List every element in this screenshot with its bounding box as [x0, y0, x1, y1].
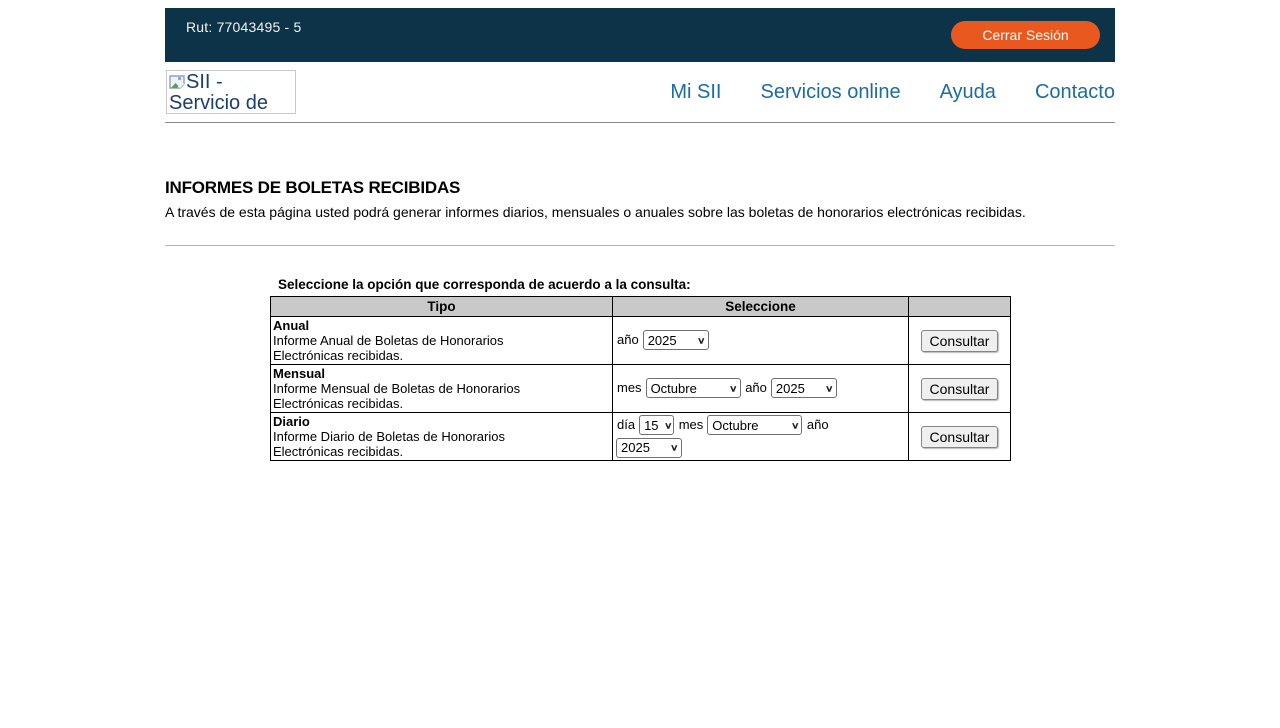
rut-label: Rut: 77043495 - 5	[186, 19, 302, 35]
row-type-label: Mensual	[273, 366, 326, 381]
site-header	[165, 62, 1115, 123]
chevron-down-icon: ∨	[670, 442, 679, 453]
table-row-anual	[271, 317, 1011, 365]
broken-image-icon	[169, 75, 185, 90]
main-nav	[670, 62, 1115, 122]
consulta-section	[270, 277, 1010, 461]
row-type-label: Diario	[273, 414, 310, 430]
tipo-cell	[271, 365, 613, 413]
chevron-down-icon: ∨	[664, 420, 674, 431]
year-label: año	[806, 417, 829, 432]
column-header-tipo: Tipo	[271, 297, 613, 317]
diario-month-select[interactable]	[707, 415, 802, 435]
month-label: mes	[678, 417, 704, 432]
tipo-cell	[271, 413, 613, 461]
controls-cell	[613, 413, 909, 461]
consultar-mensual-button[interactable]: Consultar	[921, 378, 999, 400]
controls-cell	[613, 365, 909, 413]
diario-year-select[interactable]	[616, 438, 682, 458]
controls-cell	[613, 317, 909, 365]
informes-table	[270, 296, 1011, 461]
logo-alt-text: SII - Servicio de	[169, 71, 268, 114]
chevron-down-icon: ∨	[790, 420, 800, 431]
mensual-month-select[interactable]	[646, 378, 741, 398]
nav-link-ayuda[interactable]: Ayuda	[939, 80, 996, 103]
page-title: INFORMES DE BOLETAS RECIBIDAS	[165, 178, 461, 197]
table-row-mensual	[271, 365, 1011, 413]
action-cell	[909, 317, 1011, 365]
row-description: Informe Mensual de Boletas de Honorarios Electrónicas recibidas.	[273, 381, 521, 411]
row-description: Informe Diario de Boletas de Honorarios Electrónicas recibidas.	[273, 429, 505, 460]
mensual-year-select[interactable]	[771, 378, 837, 398]
table-row-diario	[271, 413, 1011, 461]
day-label: día	[617, 417, 636, 432]
consulta-heading: Seleccione la opción que corresponda de acuerdo a la consulta:	[278, 277, 691, 292]
row-description: Informe Anual de Boletas de Honorarios Electrónicas recibidas.	[273, 333, 504, 363]
page-subtitle: A través de esta página usted podrá generar informes diarios, mensuales o anuales sobre las boletas de honorarios electrónicas recibidas.	[165, 204, 1026, 220]
logout-button[interactable]: Cerrar Sesión	[951, 21, 1100, 49]
chevron-down-icon: ∨	[728, 383, 738, 394]
column-header-actions	[909, 297, 1011, 317]
session-topbar	[165, 8, 1115, 62]
sii-logo-link[interactable]	[166, 70, 296, 114]
chevron-down-icon: ∨	[825, 383, 834, 394]
month-label: mes	[617, 380, 642, 396]
table-header-row	[271, 297, 1011, 317]
action-cell	[909, 413, 1011, 461]
nav-link-contacto[interactable]: Contacto	[1034, 80, 1115, 103]
nav-link-mi-sii[interactable]: Mi SII	[670, 80, 722, 103]
nav-link-servicios-online[interactable]: Servicios online	[760, 80, 901, 103]
year-label: año	[617, 332, 639, 348]
consultar-diario-button[interactable]: Consultar	[921, 426, 999, 448]
diario-day-select[interactable]	[639, 415, 674, 435]
action-cell	[909, 365, 1011, 413]
anual-year-select[interactable]	[643, 330, 709, 350]
year-label: año	[745, 380, 767, 396]
consultar-anual-button[interactable]: Consultar	[921, 330, 999, 352]
page-container	[165, 8, 1115, 461]
row-type-label: Anual	[273, 318, 310, 333]
tipo-cell	[271, 317, 613, 365]
section-divider	[165, 245, 1115, 246]
column-header-seleccione: Seleccione	[613, 297, 909, 317]
chevron-down-icon: ∨	[697, 335, 706, 346]
